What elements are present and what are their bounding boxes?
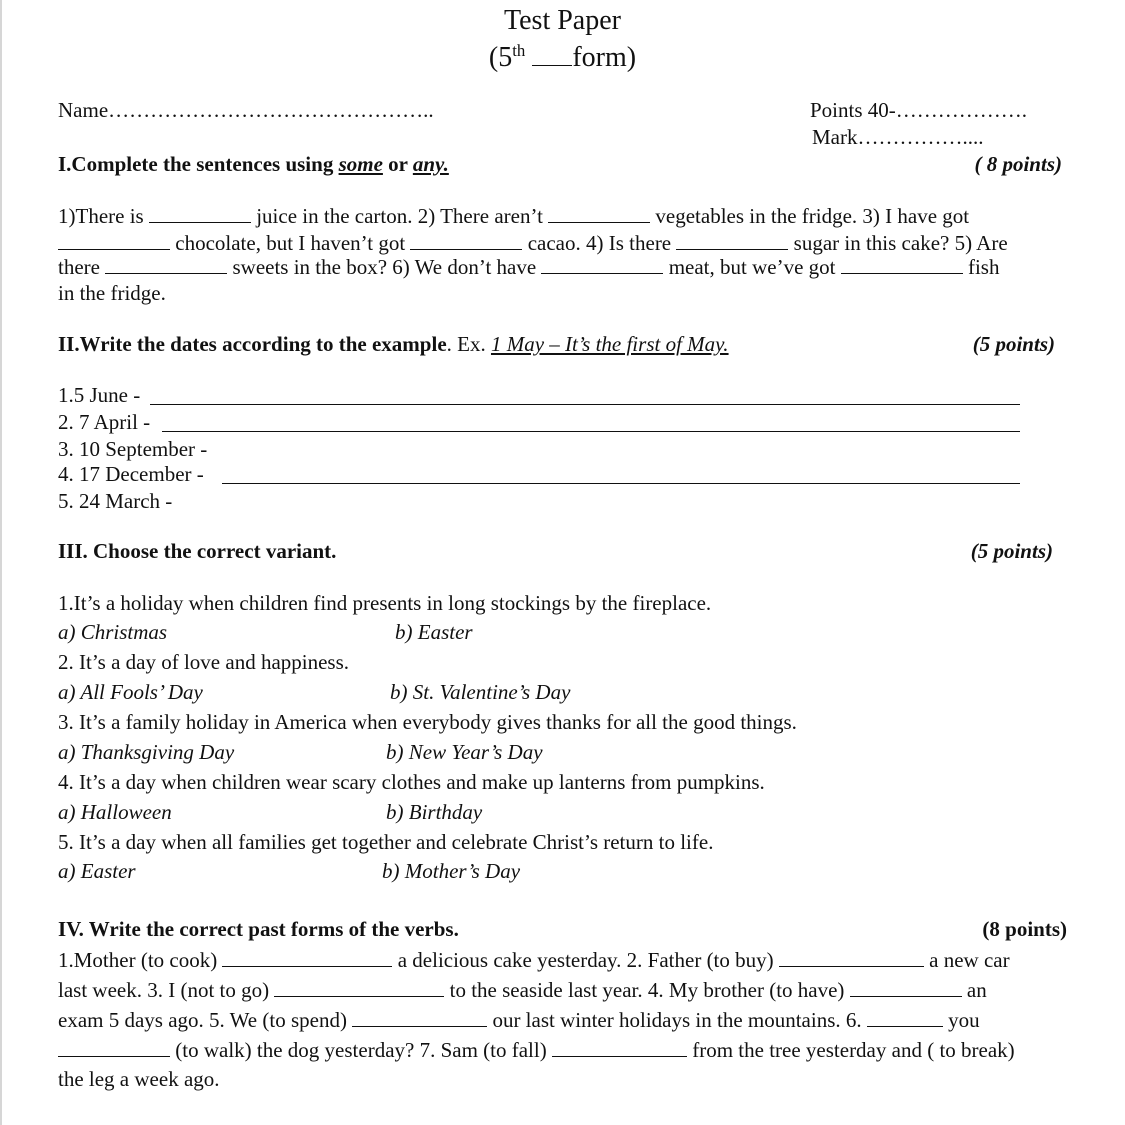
s4-line-4 bbox=[58, 1037, 1015, 1063]
section-2-heading bbox=[58, 332, 729, 357]
q2-option-a[interactable]: a) All Fools’ Day bbox=[58, 680, 203, 704]
section-4-points: (8 points) bbox=[982, 917, 1067, 941]
s1-l3-text-d: fish bbox=[967, 254, 1000, 279]
answer-blank[interactable] bbox=[779, 947, 924, 967]
answer-blank[interactable] bbox=[410, 230, 522, 250]
q5-option-b[interactable]: b) Mother’s Day bbox=[382, 859, 521, 883]
answer-blank[interactable] bbox=[552, 1037, 687, 1057]
section-3-points: (5 points) bbox=[970, 539, 1053, 563]
word-some: some bbox=[338, 152, 383, 176]
q3-option-a[interactable]: a) Thanksgiving Day bbox=[58, 740, 235, 764]
page-left-border bbox=[0, 0, 2, 1125]
section-1-points: ( 8 points) bbox=[974, 152, 1062, 176]
s4-l3-text-a: exam 5 days ago. 5. We (to spend) bbox=[58, 1007, 347, 1032]
s1-l1-text-a: 1)There is bbox=[58, 203, 144, 228]
form-superscript: th bbox=[512, 40, 526, 60]
answer-blank[interactable] bbox=[352, 1007, 487, 1027]
form-blank[interactable] bbox=[532, 40, 572, 66]
q4-option-b[interactable]: b) Birthday bbox=[386, 800, 483, 824]
form-suffix: form) bbox=[572, 42, 637, 74]
s4-line-3 bbox=[58, 1007, 980, 1033]
section-2-points: (5 points) bbox=[972, 332, 1055, 356]
answer-blank[interactable] bbox=[867, 1007, 943, 1027]
s1-line-4: in the fridge. bbox=[58, 281, 166, 305]
answer-blank[interactable] bbox=[105, 254, 227, 274]
q2-option-b[interactable]: b) St. Valentine’s Day bbox=[390, 680, 571, 704]
mark-field[interactable]: Mark…………….... bbox=[812, 125, 984, 149]
answer-blank[interactable] bbox=[841, 254, 963, 274]
example-text: 1 May – It’s the first of May. bbox=[490, 332, 729, 356]
section-4-title: IV. Write the correct past forms of the verbs. bbox=[58, 917, 459, 941]
date-item-2: 2. 7 April - bbox=[58, 410, 151, 434]
form-line bbox=[0, 40, 1125, 75]
section-3-title: III. Choose the correct variant. bbox=[58, 539, 337, 563]
s1-l2-text-a: chocolate, but I haven’t got bbox=[175, 230, 406, 255]
section-2-title: II.Write the dates according to the example bbox=[58, 332, 447, 356]
form-prefix: (5 bbox=[488, 42, 513, 74]
q1-option-a[interactable]: a) Christmas bbox=[58, 620, 168, 644]
answer-blank[interactable] bbox=[58, 230, 170, 250]
section-1-title: I.Complete the sentences using bbox=[58, 152, 334, 176]
date-item-1: 1.5 June - bbox=[58, 383, 141, 407]
s4-l4-text-b: from the tree yesterday and ( to break) bbox=[692, 1037, 1015, 1062]
s1-l3-text-a: there bbox=[58, 254, 100, 279]
q4-option-a[interactable]: a) Halloween bbox=[58, 800, 172, 824]
s1-l2-text-c: sugar in this cake? 5) Are bbox=[793, 230, 1008, 255]
s4-l3-text-c: you bbox=[948, 1007, 980, 1032]
s1-line-2 bbox=[58, 230, 1008, 256]
points-field[interactable]: Points 40-………………. bbox=[810, 98, 1028, 122]
s1-l3-text-c: meat, but we’ve got bbox=[668, 254, 836, 279]
date-item-5: 5. 24 March - bbox=[58, 489, 173, 513]
date-item-4: 4. 17 December - bbox=[58, 462, 204, 486]
s1-l2-text-b: cacao. 4) Is there bbox=[527, 230, 672, 255]
answer-blank[interactable] bbox=[548, 203, 650, 223]
question-1: 1.It’s a holiday when children find presents in long stockings by the fireplace. bbox=[58, 591, 712, 615]
date-item-3: 3. 10 September - bbox=[58, 437, 208, 461]
name-field[interactable]: Name……………………………………….. bbox=[58, 98, 434, 122]
question-5: 5. It’s a day when all families get together and celebrate Christ’s return to life. bbox=[58, 830, 714, 854]
answer-blank[interactable] bbox=[149, 203, 251, 223]
s1-l3-text-b: sweets in the box? 6) We don’t have bbox=[232, 254, 537, 279]
page-title: Test Paper bbox=[503, 5, 621, 36]
s1-line-1 bbox=[58, 203, 969, 229]
question-2: 2. It’s a day of love and happiness. bbox=[58, 650, 350, 674]
question-3: 3. It’s a family holiday in America when everybody gives thanks for all the good things. bbox=[58, 710, 797, 734]
question-4: 4. It’s a day when children wear scary clothes and make up lanterns from pumpkins. bbox=[58, 770, 765, 794]
answer-line[interactable] bbox=[150, 404, 1020, 405]
s1-l1-text-b: juice in the carton. 2) There aren’t bbox=[256, 203, 543, 228]
q5-option-a[interactable]: a) Easter bbox=[58, 859, 136, 883]
answer-line[interactable] bbox=[222, 483, 1020, 484]
s4-l3-text-b: our last winter holidays in the mountains. 6. bbox=[492, 1007, 862, 1032]
answer-blank[interactable] bbox=[222, 947, 392, 967]
answer-blank[interactable] bbox=[676, 230, 788, 250]
section-1-heading bbox=[58, 152, 449, 177]
answer-blank[interactable] bbox=[541, 254, 663, 274]
answer-blank[interactable] bbox=[58, 1037, 170, 1057]
s4-l1-text-a: 1.Mother (to cook) bbox=[58, 947, 218, 972]
s4-line-2 bbox=[58, 977, 987, 1003]
answer-blank[interactable] bbox=[850, 977, 962, 997]
word-any: any. bbox=[412, 152, 449, 176]
s1-line-3 bbox=[58, 254, 999, 280]
s4-l2-text-a: last week. 3. I (not to go) bbox=[58, 977, 270, 1002]
s4-l2-text-c: an bbox=[966, 977, 987, 1002]
example-label: . Ex. bbox=[446, 332, 486, 356]
s4-l2-text-b: to the seaside last year. 4. My brother (to have) bbox=[449, 977, 845, 1002]
answer-line[interactable] bbox=[162, 431, 1020, 432]
word-or: or bbox=[388, 152, 408, 176]
s4-l4-text-a: (to walk) the dog yesterday? 7. Sam (to fall) bbox=[175, 1037, 547, 1062]
s4-l1-text-c: a new car bbox=[929, 947, 1010, 972]
answer-blank[interactable] bbox=[274, 977, 444, 997]
s4-l1-text-b: a delicious cake yesterday. 2. Father (to buy) bbox=[397, 947, 774, 972]
q1-option-b[interactable]: b) Easter bbox=[395, 620, 473, 644]
s1-l1-text-c: vegetables in the fridge. 3) I have got bbox=[655, 203, 970, 228]
s4-line-1 bbox=[58, 947, 1010, 973]
s4-line-5: the leg a week ago. bbox=[58, 1067, 220, 1091]
q3-option-b[interactable]: b) New Year’s Day bbox=[386, 740, 543, 764]
